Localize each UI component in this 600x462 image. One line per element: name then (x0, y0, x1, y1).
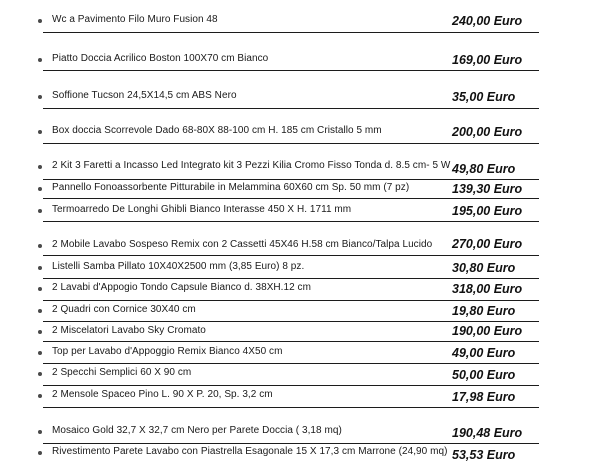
item-description: 2 Lavabi d'Appogio Tondo Capsule Bianco d. 38XH.12 cm (52, 282, 311, 293)
item-price: 318,00 Euro (452, 282, 523, 296)
item-price: 49,00 Euro (452, 346, 516, 360)
row-divider (43, 221, 539, 222)
row-divider (43, 108, 539, 109)
item-description: Listelli Samba Pillato 10X40X2500 mm (3,85 Euro) 8 pz. (52, 261, 305, 272)
item-description: Top per Lavabo d'Appoggio Remix Bianco 4X50 cm (52, 346, 283, 357)
bullet-marker (38, 130, 42, 134)
bullet-marker (38, 372, 42, 376)
row-divider (43, 321, 539, 322)
row-divider (43, 179, 539, 180)
bullet-marker (38, 394, 42, 398)
item-price: 190,48 Euro (452, 426, 523, 440)
bullet-marker (38, 19, 42, 23)
bullet-marker (38, 266, 42, 270)
item-price: 53,53 Euro (452, 448, 516, 462)
item-price: 190,00 Euro (452, 324, 523, 338)
row-divider (43, 341, 539, 342)
bullet-marker (38, 287, 42, 291)
item-description: Soffione Tucson 24,5X14,5 cm ABS Nero (52, 90, 237, 101)
row-divider (43, 70, 539, 71)
item-description: 2 Kit 3 Faretti a Incasso Led Integrato kit 3 Pezzi Kilia Cromo Fisso Tonda d. 8.5 cm- 5 W (52, 160, 451, 171)
item-description: 2 Quadri con Cornice 30X40 cm (52, 304, 196, 315)
row-divider (43, 278, 539, 279)
item-description: Box doccia Scorrevole Dado 68-80X 88-100 cm H. 185 cm Cristallo 5 mm (52, 125, 382, 136)
bullet-marker (38, 430, 42, 434)
item-description: Termoarredo De Longhi Ghibli Bianco Interasse 450 X H. 1711 mm (52, 204, 352, 215)
item-price: 195,00 Euro (452, 204, 523, 218)
item-description: Wc a Pavimento Filo Muro Fusion 48 (52, 14, 218, 25)
item-price: 35,00 Euro (452, 90, 516, 104)
bullet-marker (38, 330, 42, 334)
item-price: 19,80 Euro (452, 304, 516, 318)
bullet-marker (38, 165, 42, 169)
item-description: 2 Mensole Spaceo Pino L. 90 X P. 20, Sp. 3,2 cm (52, 389, 273, 400)
bullet-marker (38, 451, 42, 455)
row-divider (43, 255, 539, 256)
item-price: 139,30 Euro (452, 182, 523, 196)
row-divider (43, 363, 539, 364)
row-divider (43, 443, 539, 444)
row-divider (43, 300, 539, 301)
bullet-marker (38, 244, 42, 248)
bullet-marker (38, 309, 42, 313)
item-price: 17,98 Euro (452, 390, 516, 404)
item-description: 2 Mobile Lavabo Sospeso Remix con 2 Cassetti 45X46 H.58 cm Bianco/Talpa Lucido (52, 239, 433, 250)
row-divider (43, 32, 539, 33)
bullet-marker (38, 95, 42, 99)
row-divider (43, 198, 539, 199)
item-description: Piatto Doccia Acrilico Boston 100X70 cm Bianco (52, 53, 269, 64)
row-divider (43, 385, 539, 386)
row-divider (43, 407, 539, 408)
item-description: Pannello Fonoassorbente Pitturabile in Melammina 60X60 cm Sp. 50 mm (7 pz) (52, 182, 410, 193)
item-price: 49,80 Euro (452, 162, 516, 176)
item-description: Rivestimento Parete Lavabo con Piastrella Esagonale 15 X 17,3 cm Marrone (24,90 mq) (52, 446, 448, 457)
row-divider (43, 143, 539, 144)
item-price: 50,00 Euro (452, 368, 516, 382)
item-price: 270,00 Euro (452, 237, 523, 251)
item-description: 2 Specchi Semplici 60 X 90 cm (52, 367, 192, 378)
item-description: 2 Miscelatori Lavabo Sky Cromato (52, 325, 206, 336)
bullet-marker (38, 187, 42, 191)
bullet-marker (38, 209, 42, 213)
item-price: 200,00 Euro (452, 125, 523, 139)
bullet-marker (38, 351, 42, 355)
item-price: 169,00 Euro (452, 53, 523, 67)
item-price: 240,00 Euro (452, 14, 523, 28)
bullet-marker (38, 58, 42, 62)
item-description: Mosaico Gold 32,7 X 32,7 cm Nero per Parete Doccia ( 3,18 mq) (52, 425, 342, 436)
item-price: 30,80 Euro (452, 261, 516, 275)
